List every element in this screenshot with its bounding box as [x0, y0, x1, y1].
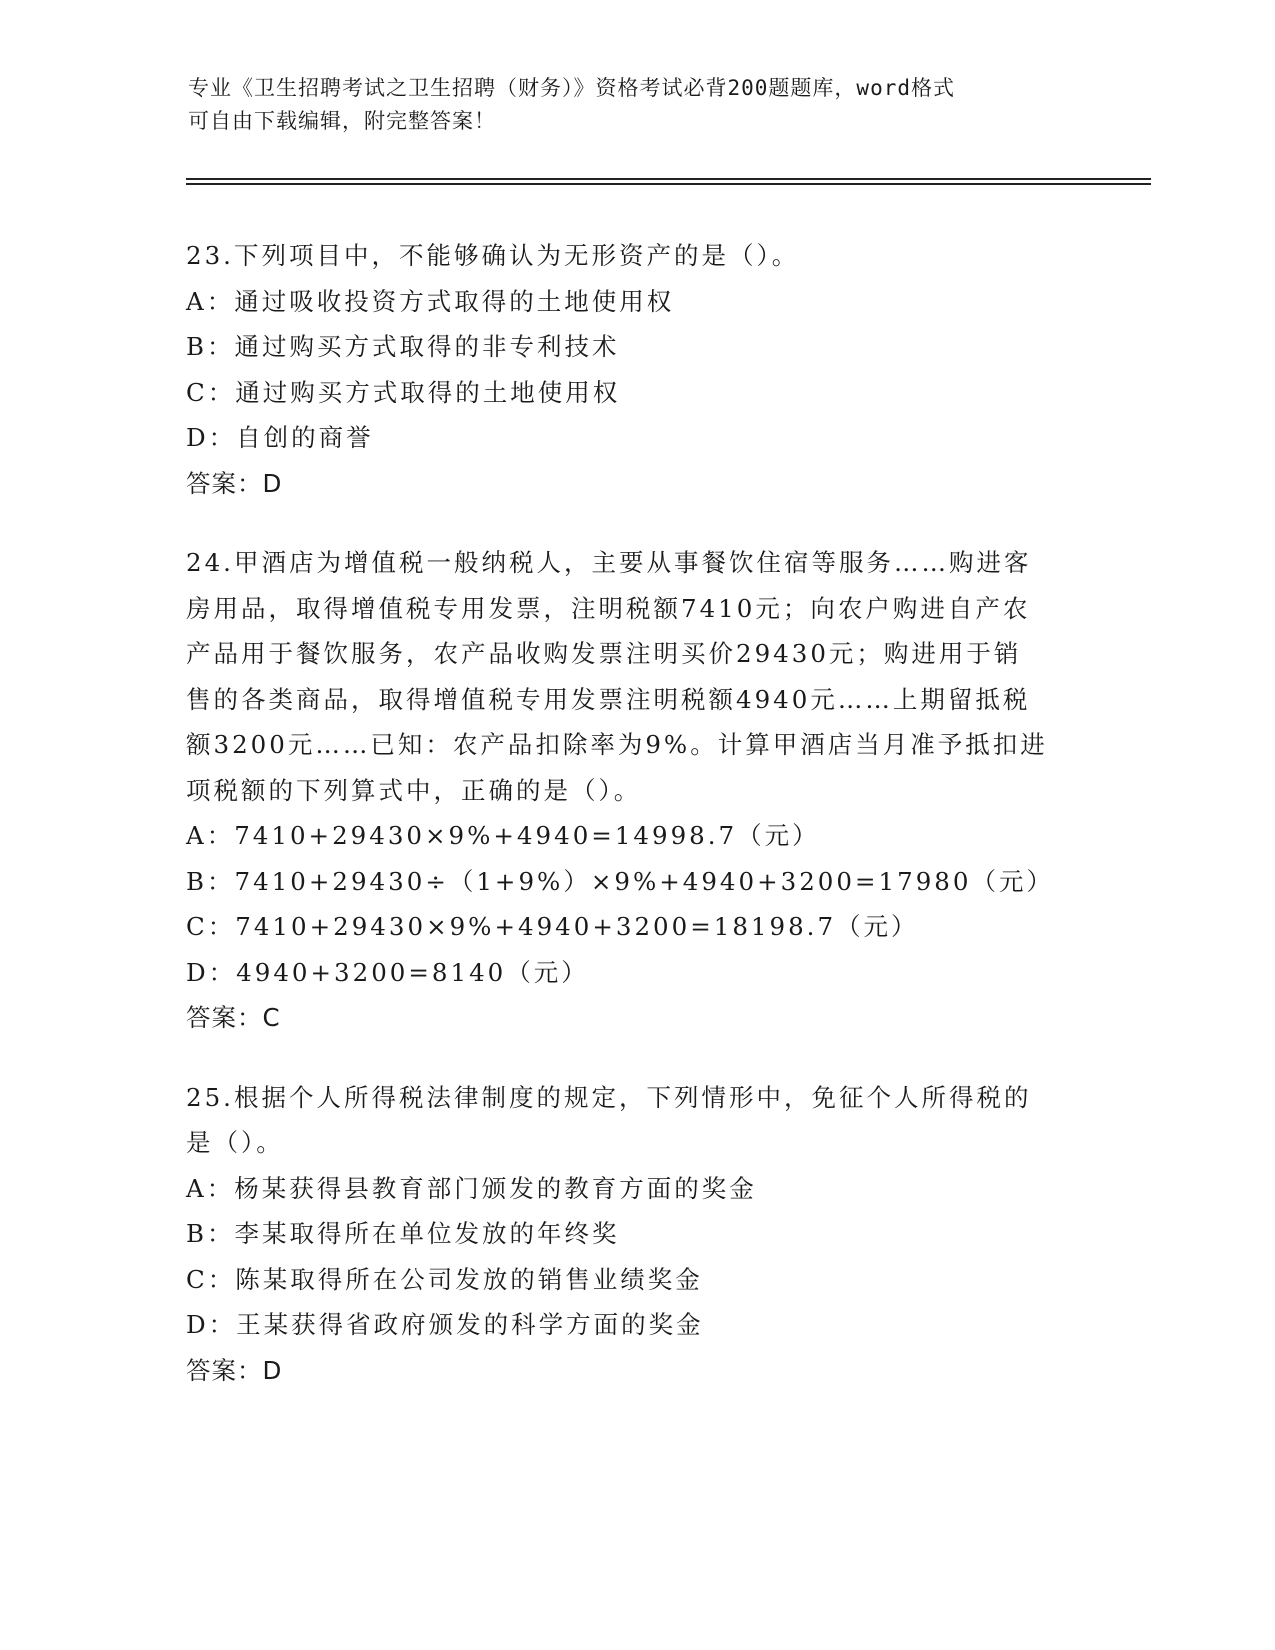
answer-line: 答案：C	[186, 1003, 281, 1032]
option-b: B：7410+29430÷（1+9%）×9%+4940+3200=17980（元）	[186, 866, 1054, 896]
question-stem-line: 25.根据个人所得税法律制度的规定，下列情形中，免征个人所得税的	[186, 1082, 1032, 1112]
question-stem-line: 额3200元……已知：农产品扣除率为9%。计算甲酒店当月准予抵扣进	[186, 730, 1048, 759]
question-25	[186, 1075, 1086, 1394]
question-list	[186, 233, 1086, 1427]
question-24	[186, 540, 1086, 1041]
option-b: B：通过购买方式取得的非专利技术	[186, 332, 620, 361]
header-divider-bottom	[186, 183, 1151, 185]
question-23	[186, 233, 1086, 506]
question-stem-line: 是（）。	[186, 1128, 284, 1157]
question-stem: 23.下列项目中，不能够确认为无形资产的是（）。	[186, 241, 800, 270]
question-stem-line: 项税额的下列算式中，正确的是（）。	[186, 775, 642, 805]
answer-line: 答案：D	[186, 468, 283, 498]
option-c: C：7410+29430×9%+4940+3200=18198.7（元）	[186, 912, 919, 941]
option-b: B：李某取得所在单位发放的年终奖	[186, 1219, 620, 1248]
option-a: A：杨某获得县教育部门颁发的教育方面的奖金	[186, 1173, 757, 1203]
option-d: D：4940+3200=8140（元）	[186, 957, 589, 987]
question-stem-line: 24.甲酒店为增值税一般纳税人，主要从事餐饮住宿等服务……购进客	[186, 548, 1032, 577]
question-stem-line: 产品用于餐饮服务，农产品收购发票注明买价29430元；购进用于销	[186, 639, 1022, 668]
option-c: C：通过购买方式取得的土地使用权	[186, 377, 621, 407]
option-d: D：自创的商誉	[186, 423, 374, 452]
option-a: A：通过吸收投资方式取得的土地使用权	[186, 286, 675, 316]
question-stem-line: 售的各类商品，取得增值税专用发票注明税额4940元……上期留抵税	[186, 684, 1031, 714]
header-divider-top	[186, 178, 1151, 180]
option-a: A：7410+29430×9%+4940=14998.7（元）	[186, 821, 820, 850]
question-stem-line: 房用品，取得增值税专用发票，注明税额7410元；向农户购进自产农	[186, 593, 1031, 623]
option-d: D：王某获得省政府颁发的科学方面的奖金	[186, 1310, 704, 1339]
option-c: C：陈某取得所在公司发放的销售业绩奖金	[186, 1264, 703, 1294]
answer-line: 答案：D	[186, 1355, 283, 1385]
document-header	[188, 72, 1068, 138]
header-line-2: 可自由下载编辑，附完整答案！	[188, 109, 496, 133]
header-line-1: 专业《卫生招聘考试之卫生招聘（财务）》资格考试必背200题题库，word格式	[188, 76, 955, 100]
